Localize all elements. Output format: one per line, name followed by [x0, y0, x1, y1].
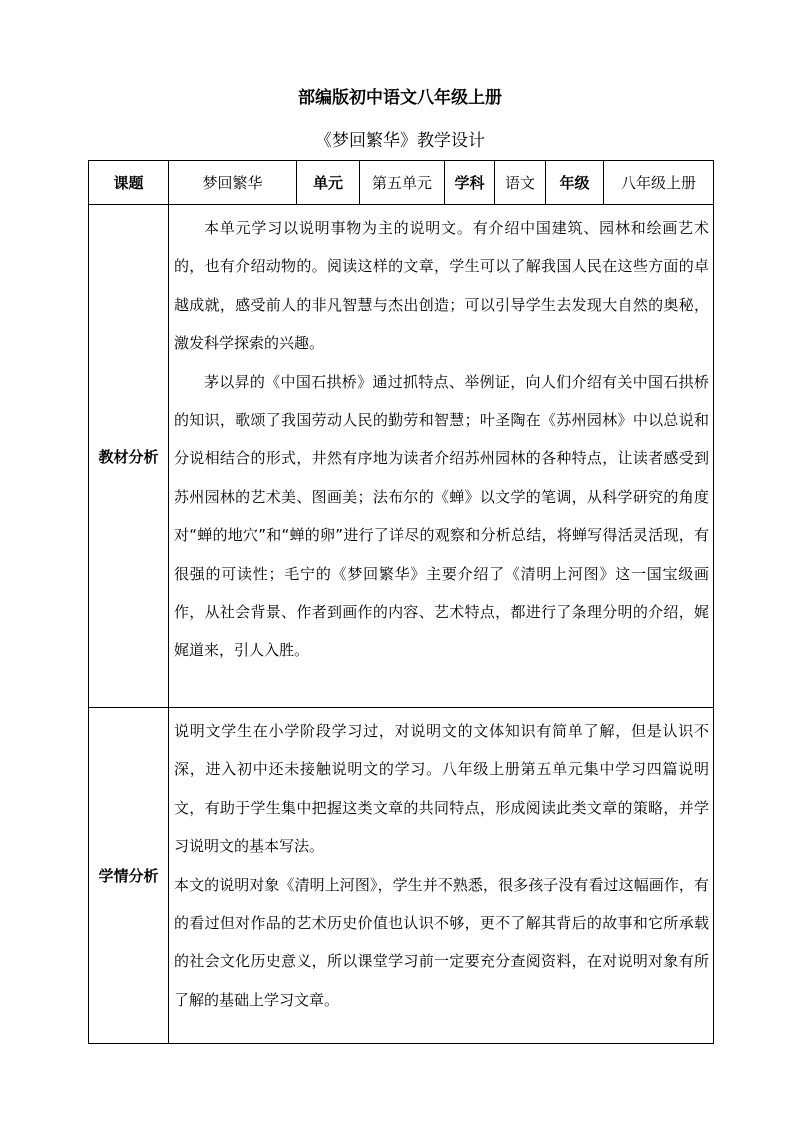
textbook-analysis-row: [89, 205, 714, 708]
grade-value: 八年级上册: [604, 161, 714, 205]
topic-label: 课题: [89, 161, 169, 205]
student-analysis-paragraph: 本文的说明对象《清明上河图》，学生并不熟悉，很多孩子没有看过这幅画作，有的看过但对作品的艺术历史价值也认识不够，更不了解其背后的故事和它所承载的社会文化历史意义，所以课堂学习前一定要充分查阅资料，在对说明对象有所了解的基础上学习文章。: [174, 875, 709, 1009]
unit-value: 第五单元: [360, 161, 445, 205]
student-analysis-content: [169, 708, 714, 1044]
header-row: [89, 161, 714, 205]
textbook-analysis-label: 教材分析: [89, 205, 169, 708]
lesson-plan-table: [88, 160, 714, 1044]
textbook-analysis-paragraph: 茅以昇的《中国石拱桥》通过抓特点、举例证，向人们介绍有关中国石拱桥的知识，歌颂了我国劳动人民的勤劳和智慧；叶圣陶在《苏州园林》中以总说和分说相结合的形式，井然有序地为读者介绍苏州园林的各种特点，让读者感受到苏州园林的艺术美、图画美；法布尔的《蝉》以文学的笔调，从科学研究的角度对“蝉的地穴”和“蝉的卵”进行了详尽的观察和分析总结，将蝉写得活灵活现，有很强的可读性；毛宁的《梦回繁华》主要介绍了《清明上河图》这一国宝级画作，从社会背景、作者到画作的内容、艺术特点，都进行了条理分明的介绍，娓娓道来，引人入胜。: [174, 372, 709, 660]
textbook-analysis-paragraph: 本单元学习以说明事物为主的说明文。有介绍中国建筑、园林和绘画艺术的，也有介绍动物的。阅读这样的文章，学生可以了解我国人民在这些方面的卓越成就，感受前人的非凡智慧与杰出创造；可以引导学生去发现大自然的奥秘，激发科学探索的兴趣。: [174, 219, 709, 353]
grade-label: 年级: [546, 161, 604, 205]
document-title: 部编版初中语文八年级上册: [298, 88, 502, 108]
student-analysis-row: [89, 708, 714, 1044]
topic-value: 梦回繁华: [169, 161, 297, 205]
document-subtitle: 《梦回繁华》教学设计: [315, 131, 485, 151]
student-analysis-label: 学情分析: [89, 708, 169, 1044]
unit-label: 单元: [297, 161, 360, 205]
subject-label: 学科: [445, 161, 495, 205]
subject-value: 语文: [495, 161, 546, 205]
textbook-analysis-content: [169, 205, 714, 708]
student-analysis-paragraph: 说明文学生在小学阶段学习过，对说明文的文体知识有简单了解，但是认识不深，进入初中还未接触说明文的学习。八年级上册第五单元集中学习四篇说明文，有助于学生集中把握这类文章的共同特点，形成阅读此类文章的策略，并学习说明文的基本写法。: [174, 722, 709, 856]
